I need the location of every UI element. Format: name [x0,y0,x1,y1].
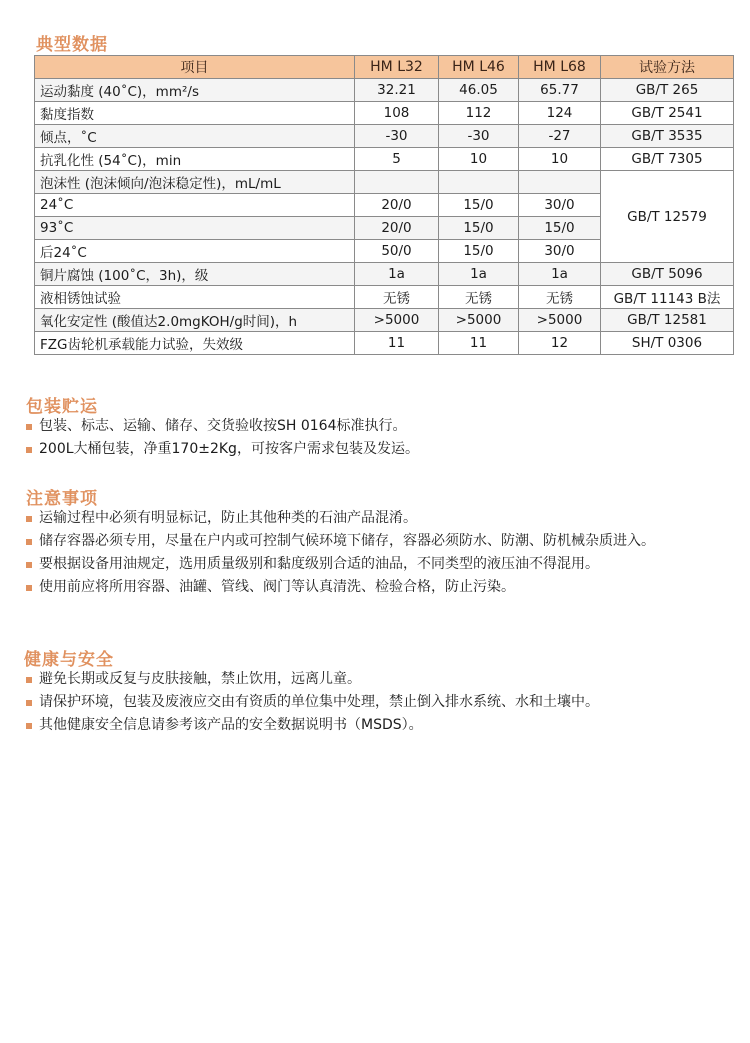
table-row [35,125,734,148]
spec-table [34,55,734,355]
table-row [35,332,734,355]
cell-value: 11 [355,332,439,355]
section-title-health-safety: 健康与安全 [24,650,114,670]
cell-value: >5000 [355,309,439,332]
square-bullet-icon [26,516,32,522]
cell-value: 12 [519,332,601,355]
cell-value: 108 [355,102,439,125]
cell-item: 抗乳化性 (54˚C)，min [35,148,355,171]
cell-value: 15/0 [519,217,601,240]
table-row [35,309,734,332]
cell-value: 65.77 [519,79,601,102]
table-row [35,79,734,102]
cell-method: GB/T 12579 [601,171,734,263]
square-bullet-icon [26,539,32,545]
cell-value: >5000 [439,309,519,332]
cell-value: -27 [519,125,601,148]
table-row [35,148,734,171]
packaging-list [26,415,726,461]
cell-value: 46.05 [439,79,519,102]
table-row [35,102,734,125]
list-item: 请保护环境，包装及废液应交由有资质的单位集中处理，禁止倒入排水系统、水和土壤中。 [26,691,738,714]
cell-value: 10 [519,148,601,171]
cell-item: 黏度指数 [35,102,355,125]
cell-value: 15/0 [439,217,519,240]
cell-method: GB/T 7305 [601,148,734,171]
list-item: 储存容器必须专用，尽量在户内或可控制气候环境下储存，容器必须防水、防潮、防机械杂质进入。 [26,530,738,553]
list-item: 使用前应将所用容器、油罐、管线、阀门等认真清洗、检验合格，防止污染。 [26,576,738,599]
cell-value: >5000 [519,309,601,332]
square-bullet-icon [26,562,32,568]
cell-value: 20/0 [355,194,439,217]
notes-list [26,507,738,599]
cell-value: 20/0 [355,217,439,240]
cell-value: 5 [355,148,439,171]
square-bullet-icon [26,424,32,430]
square-bullet-icon [26,700,32,706]
cell-item: 氧化安定性 (酸值达2.0mgKOH/g时间)，h [35,309,355,332]
table-row [35,263,734,286]
table-header-row [35,56,734,79]
cell-value: 112 [439,102,519,125]
section-title-typical-data: 典型数据 [36,35,108,55]
cell-method: GB/T 5096 [601,263,734,286]
cell-value: 15/0 [439,240,519,263]
cell-item: 24˚C [35,194,355,217]
cell-method: GB/T 3535 [601,125,734,148]
cell-value: 1a [519,263,601,286]
cell-value: 无锈 [355,286,439,309]
cell-value: 11 [439,332,519,355]
cell-value: 50/0 [355,240,439,263]
cell-item: 铜片腐蚀 (100˚C，3h)，级 [35,263,355,286]
list-item: 包装、标志、运输、储存、交货验收按SH 0164标准执行。 [26,415,726,438]
list-item: 避免长期或反复与皮肤接触，禁止饮用，远离儿童。 [26,668,738,691]
cell-value: 32.21 [355,79,439,102]
cell-item: FZG齿轮机承载能力试验，失效级 [35,332,355,355]
cell-value: 124 [519,102,601,125]
list-item: 其他健康安全信息请参考该产品的安全数据说明书（MSDS）。 [26,714,738,737]
cell-value [355,171,439,194]
header-hm-l32: HM L32 [355,56,439,79]
cell-value: 1a [355,263,439,286]
table-row [35,171,734,194]
cell-item: 液相锈蚀试验 [35,286,355,309]
health-list [26,668,738,737]
cell-method: SH/T 0306 [601,332,734,355]
list-item: 200L大桶包装，净重170±2Kg，可按客户需求包装及发运。 [26,438,726,461]
header-hm-l46: HM L46 [439,56,519,79]
header-item: 项目 [35,56,355,79]
list-item: 要根据设备用油规定，选用质量级别和黏度级别合适的油品，不同类型的液压油不得混用。 [26,553,738,576]
cell-value: 15/0 [439,194,519,217]
list-item: 运输过程中必须有明显标记，防止其他种类的石油产品混淆。 [26,507,738,530]
cell-value: -30 [355,125,439,148]
cell-value: 30/0 [519,194,601,217]
cell-item: 后24˚C [35,240,355,263]
square-bullet-icon [26,447,32,453]
cell-method: GB/T 265 [601,79,734,102]
cell-value: 无锈 [439,286,519,309]
header-test-method: 试验方法 [601,56,734,79]
cell-method: GB/T 12581 [601,309,734,332]
cell-value [439,171,519,194]
table-row [35,286,734,309]
cell-value [519,171,601,194]
cell-value: -30 [439,125,519,148]
cell-item: 运动黏度 (40˚C)，mm²/s [35,79,355,102]
cell-value: 10 [439,148,519,171]
header-hm-l68: HM L68 [519,56,601,79]
cell-method: GB/T 2541 [601,102,734,125]
section-title-notes: 注意事项 [26,489,98,509]
square-bullet-icon [26,723,32,729]
cell-item: 倾点，˚C [35,125,355,148]
cell-item: 泡沫性 (泡沫倾向/泡沫稳定性)，mL/mL [35,171,355,194]
cell-method: GB/T 11143 B法 [601,286,734,309]
square-bullet-icon [26,585,32,591]
square-bullet-icon [26,677,32,683]
cell-value: 1a [439,263,519,286]
cell-value: 30/0 [519,240,601,263]
cell-item: 93˚C [35,217,355,240]
section-title-packaging: 包装贮运 [26,397,98,417]
cell-value: 无锈 [519,286,601,309]
